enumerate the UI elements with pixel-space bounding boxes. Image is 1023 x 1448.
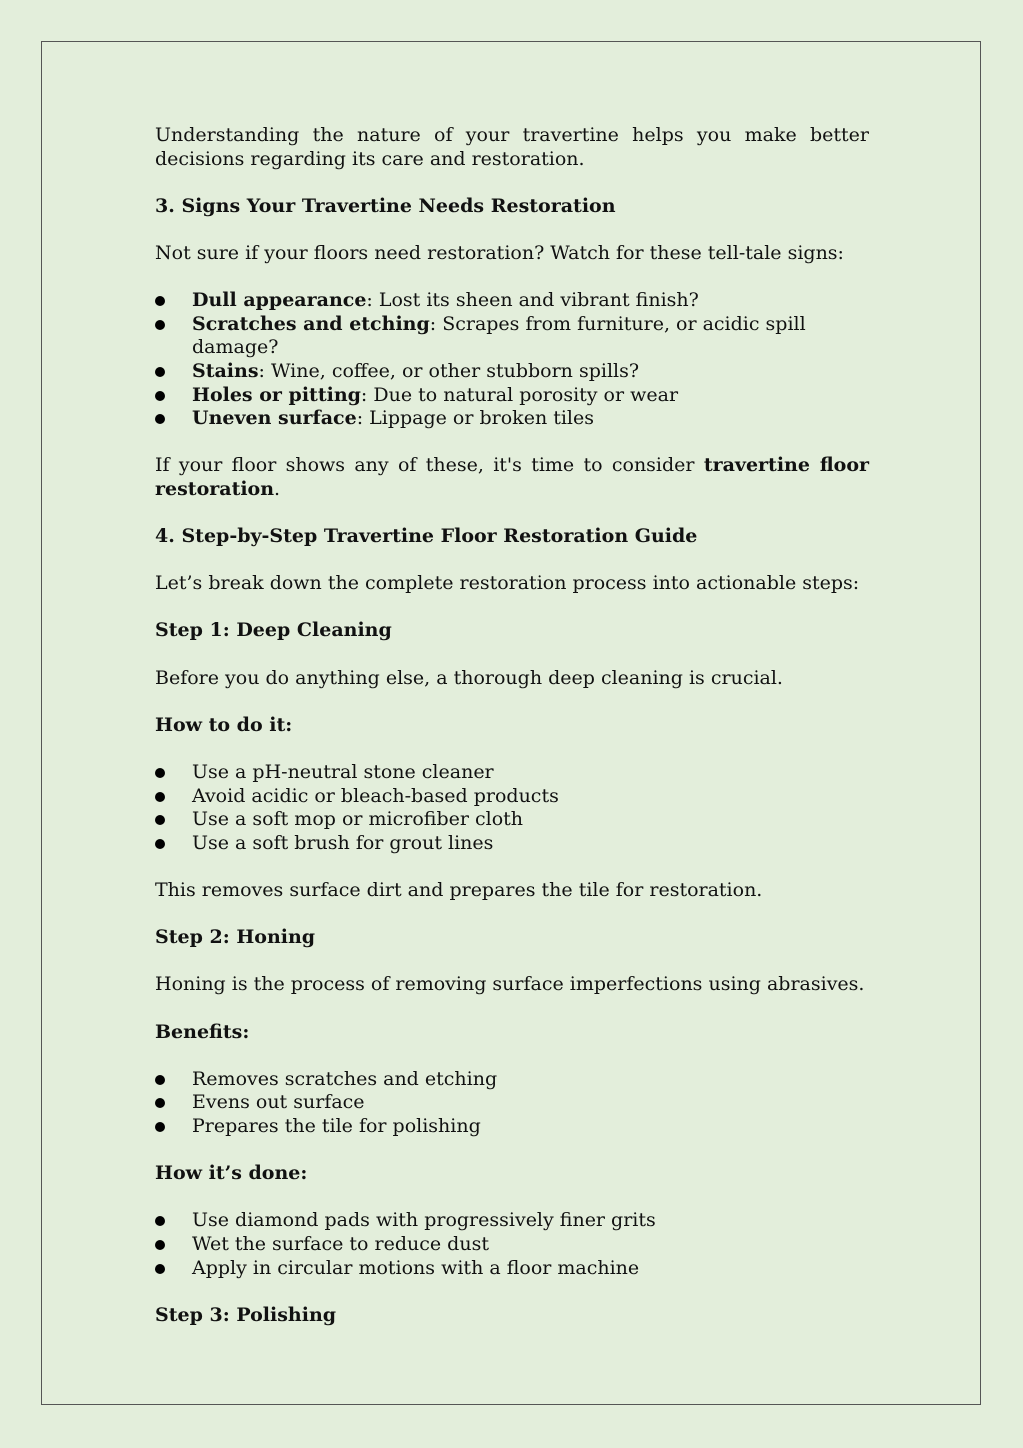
step-1-closing: This removes surface dirt and prepares the tile for restoration. (155, 879, 763, 901)
section-3-heading: 3. Signs Your Travertine Needs Restoration (155, 194, 616, 217)
list-item-text: Evens out surface (192, 1091, 365, 1114)
list-item (155, 313, 869, 360)
sign-term: Dull appearance (192, 289, 367, 312)
how-done-list (155, 1209, 869, 1280)
signs-list (155, 289, 869, 431)
sign-desc: : Lippage or broken tiles (356, 407, 594, 430)
conclusion-end: . (274, 477, 281, 500)
list-item (155, 761, 869, 785)
list-item (155, 1233, 869, 1257)
bullet-icon (155, 1122, 165, 1132)
sign-term: Scratches and etching (192, 312, 430, 335)
document-body (155, 124, 869, 1351)
list-item-text: Use diamond pads with progressively finer grits (192, 1209, 656, 1232)
list-item (155, 1091, 869, 1115)
list-item (155, 360, 869, 384)
bullet-icon (155, 1075, 165, 1085)
sign-desc: : Due to natural porosity or wear (360, 383, 679, 406)
sign-term: Holes or pitting (192, 383, 361, 406)
step-2-text: Honing is the process of removing surface imperfections using abrasives. (155, 973, 865, 996)
list-item (155, 1068, 869, 1092)
bullet-icon (155, 367, 165, 377)
bullet-icon (155, 1264, 165, 1274)
conclusion-keyword: travertine floor restoration (155, 454, 870, 500)
benefits-list (155, 1068, 869, 1139)
section-4-lead: Let’s break down the complete restoration process into actionable steps: (155, 572, 860, 595)
bullet-icon (155, 1216, 165, 1226)
sign-desc: : Scrapes from furniture, or acidic spill damage? (192, 312, 806, 359)
benefits-heading: Benefits: (155, 1020, 250, 1043)
list-item-text: Use a pH-neutral stone cleaner (192, 761, 494, 784)
bullet-icon (155, 839, 165, 849)
list-item (155, 1209, 869, 1233)
list-item (155, 808, 869, 832)
bullet-icon (155, 815, 165, 825)
list-item-text: Removes scratches and etching (192, 1067, 498, 1090)
bullet-icon (155, 1240, 165, 1250)
list-item-text: Apply in circular motions with a floor machine (192, 1256, 640, 1279)
step-2-heading: Step 2: Honing (155, 926, 316, 949)
sign-term: Stains (192, 359, 259, 382)
bullet-icon (155, 792, 165, 802)
list-item-text: Use a soft mop or microfiber cloth (192, 808, 524, 831)
step-3-heading: Step 3: Polishing (155, 1303, 337, 1326)
section-3-lead: Not sure if your floors need restoration? Watch for these tell-tale signs: (155, 241, 844, 264)
how-done-heading: How it’s done: (155, 1162, 308, 1185)
list-item (155, 289, 869, 313)
step-1-howto-heading: How to do it: (155, 713, 293, 736)
step-1-text: Before you do anything else, a thorough deep cleaning is crucial. (155, 666, 783, 689)
bullet-icon (155, 296, 165, 306)
bullet-icon (155, 1098, 165, 1108)
list-item-text: Avoid acidic or bleach-based products (192, 784, 559, 807)
list-item (155, 1257, 869, 1281)
sign-desc: : Lost its sheen and vibrant finish? (366, 289, 699, 312)
section-3-conclusion (155, 454, 869, 501)
list-item-text: Prepares the tile for polishing (192, 1114, 481, 1137)
sign-desc: : Wine, coffee, or other stubborn spills? (258, 359, 640, 382)
conclusion-text: If your floor shows any of these, it's time to consider (155, 454, 704, 477)
intro-paragraph: Understanding the nature of your travertine helps you make better decisions regarding its care and restoration. (155, 124, 869, 170)
list-item (155, 832, 869, 856)
sign-term: Uneven surface (192, 407, 357, 430)
list-item (155, 785, 869, 809)
list-item (155, 407, 869, 431)
list-item (155, 384, 869, 408)
bullet-icon (155, 320, 165, 330)
list-item (155, 1115, 869, 1139)
step-1-howto-list (155, 761, 869, 855)
list-item-text: Use a soft brush for grout lines (192, 831, 494, 854)
step-1-heading: Step 1: Deep Cleaning (155, 619, 392, 642)
section-4-heading: 4. Step-by-Step Travertine Floor Restoration Guide (155, 525, 698, 548)
bullet-icon (155, 391, 165, 401)
bullet-icon (155, 414, 165, 424)
bullet-icon (155, 768, 165, 778)
list-item-text: Wet the surface to reduce dust (192, 1232, 489, 1255)
